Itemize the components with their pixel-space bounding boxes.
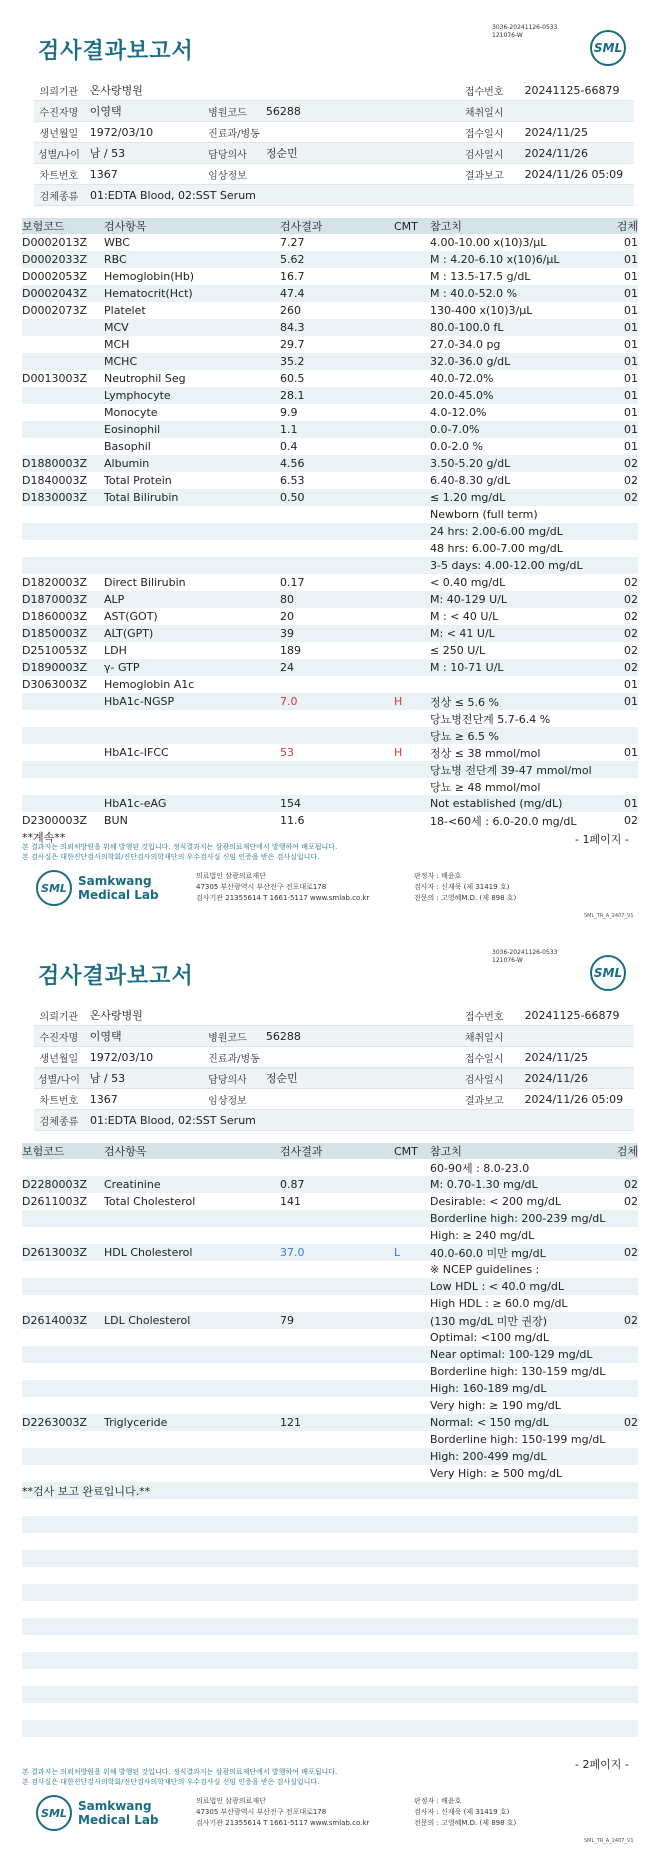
- table-row: [22, 1346, 638, 1363]
- table-row-empty: [22, 1533, 638, 1550]
- cell-item: Total Protein: [104, 474, 172, 487]
- cell-result: 121: [280, 1416, 301, 1429]
- cell-item: Triglyceride: [104, 1416, 168, 1429]
- cell-ref: 32.0-36.0 g/dL: [430, 355, 511, 368]
- dob-value: 1972/03/10: [89, 125, 154, 139]
- cell-ref: 6.40-8.30 g/dL: [430, 474, 511, 487]
- cell-ref: ≤ 250 U/L: [430, 644, 486, 657]
- cell-ref: 4.0-12.0%: [430, 406, 487, 419]
- cell-result: 1.1: [280, 423, 298, 436]
- cell-item: ALP: [104, 593, 125, 606]
- cell-ref: ≤ 1.20 mg/dL: [430, 491, 506, 504]
- patient-info-block: 의뢰기관 온사랑병원 접수번호 20241125-66879 수진자명 이영택 병원코드 56288 채취일시 생년월일 1972/03/10 진료과/병동 접수일시 2024/11/25 성별/나이 남 / 53 담당의사 정순민 검사일시 2024/11/26 차트번호 1367 임상정보 결과보고 2024/11/26 05:09 검체종류 01:EDTA Blood, 02:SST Serum: [34, 1005, 634, 1131]
- table-header: 보험코드 검사항목 검사결과 CMT 참고치 검체: [22, 219, 638, 233]
- cell-ref: Desirable: < 200 mg/dL: [430, 1195, 562, 1208]
- cell-result: 39: [280, 627, 294, 640]
- cell-item: Eosinophil: [104, 423, 161, 436]
- table-row: [22, 472, 638, 489]
- cell-item: RBC: [104, 253, 127, 266]
- table-row: [22, 489, 638, 506]
- cell-ref: 48 hrs: 6.00-7.00 mg/dL: [430, 542, 563, 555]
- table-row-empty: [22, 1737, 638, 1754]
- cell-item: MCH: [104, 338, 130, 351]
- cell-item: Total Bilirubin: [104, 491, 179, 504]
- table-row: [22, 812, 638, 829]
- cell-item: BUN: [104, 814, 128, 827]
- table-row: [22, 455, 638, 472]
- cell-result: 11.6: [280, 814, 305, 827]
- sml-logo-icon: SML: [590, 955, 626, 991]
- cell-result: 84.3: [280, 321, 305, 334]
- cell-item: ALT(GPT): [104, 627, 154, 640]
- cell-ref: Very high: ≥ 190 mg/dL: [430, 1399, 561, 1412]
- table-row: [22, 1312, 638, 1329]
- cell-cmt: H: [394, 695, 403, 708]
- cell-item: HbA1c-NGSP: [104, 695, 175, 708]
- table-row: [22, 1465, 638, 1482]
- cell-sp: 01: [624, 287, 638, 300]
- cell-ref: 27.0-34.0 pg: [430, 338, 501, 351]
- cell-ref: High: 200-499 mg/dL: [430, 1450, 547, 1463]
- doctor-value: 정순민: [265, 147, 298, 160]
- cell-sp: 01: [624, 236, 638, 249]
- table-row-empty: [22, 1618, 638, 1635]
- cell-ref: Borderline high: 130-159 mg/dL: [430, 1365, 606, 1378]
- cell-item: Basophil: [104, 440, 151, 453]
- cell-item: Hemoglobin A1c: [104, 678, 195, 691]
- table-row: [22, 353, 638, 370]
- table-row: [22, 1210, 638, 1227]
- table-row-empty: [22, 1669, 638, 1686]
- cell-result: 7.27: [280, 236, 305, 249]
- cell-result: 141: [280, 1195, 301, 1208]
- cell-code: D2263003Z: [22, 1416, 87, 1429]
- cell-cmt: L: [394, 1246, 401, 1259]
- table-row: [22, 1482, 638, 1499]
- hospital-code-value: 56288: [265, 104, 301, 118]
- table-row: [22, 1244, 638, 1261]
- cell-result: 24: [280, 661, 294, 674]
- table-row: [22, 574, 638, 591]
- cell-result: 80: [280, 593, 294, 606]
- table-row: [22, 506, 638, 523]
- report-page-2: [0, 925, 655, 1850]
- info-row-2: 수진자명 이영택 병원코드 56288 채취일시: [34, 101, 634, 122]
- table-row-empty: [22, 1686, 638, 1703]
- cell-result: 37.0: [280, 1246, 305, 1259]
- cell-sp: 02: [624, 1178, 638, 1191]
- table-row: [22, 336, 638, 353]
- cell-ref: Optimal: <100 mg/dL: [430, 1331, 549, 1344]
- cell-ref: M: < 41 U/L: [430, 627, 495, 640]
- cell-sp: 01: [624, 253, 638, 266]
- cell-sp: 01: [624, 695, 638, 708]
- cell-item: WBC: [104, 236, 130, 249]
- cell-ref: 3.50-5.20 g/dL: [430, 457, 511, 470]
- cell-result: 47.4: [280, 287, 305, 300]
- table-row: [22, 438, 638, 455]
- table-row: [22, 625, 638, 642]
- cell-ref: Near optimal: 100-129 mg/dL: [430, 1348, 593, 1361]
- cell-ref: 80.0-100.0 fL: [430, 321, 504, 334]
- table-row: [22, 744, 638, 761]
- table-header: 보험코드 검사항목 검사결과 CMT 참고치 검체: [22, 1144, 638, 1158]
- info-row-4: 성별/나이 남 / 53 담당의사 정순민 검사일시 2024/11/26: [34, 143, 634, 164]
- cell-ref: 60-90세 : 8.0-23.0: [430, 1161, 530, 1175]
- cell-result: 79: [280, 1314, 294, 1327]
- table-row: [22, 387, 638, 404]
- results-table-2: [22, 1143, 638, 1754]
- cell-sp: 02: [624, 474, 638, 487]
- cell-code: D1850003Z: [22, 627, 87, 640]
- sml-logo-icon: SML: [36, 870, 72, 906]
- table-row: [22, 761, 638, 778]
- table-row: [22, 693, 638, 710]
- table-row: [22, 676, 638, 693]
- cell-ref: M : 4.20-6.10 x(10)6/μL: [430, 253, 560, 266]
- cell-code: D1890003Z: [22, 661, 87, 674]
- cell-ref: M : 10-71 U/L: [430, 661, 504, 674]
- cell-ref: 18-<60세 : 6.0-20.0 mg/dL: [430, 814, 577, 828]
- lab-address: 의료법인 삼광의료재단 47305 부산광역시 부산진구 전포대로178 검사기관 21355614 T 1661-5117 www.smlab.co.kr: [196, 1797, 370, 1827]
- cell-code: D2280003Z: [22, 1178, 87, 1191]
- cell-sp: 01: [624, 389, 638, 402]
- table-row-empty: [22, 1550, 638, 1567]
- cell-sp: 01: [624, 797, 638, 810]
- cell-ref: 24 hrs: 2.00-6.00 mg/dL: [430, 525, 563, 538]
- table-row: [22, 1295, 638, 1312]
- cell-result: 29.7: [280, 338, 305, 351]
- cell-result: 60.5: [280, 372, 305, 385]
- table-row: [22, 659, 638, 676]
- table-row-empty: [22, 1635, 638, 1652]
- cell-item: Platelet: [104, 304, 146, 317]
- cell-ref: (130 mg/dL 미만 권장): [430, 1314, 548, 1328]
- cell-ref: M : < 40 U/L: [430, 610, 499, 623]
- cell-code: D2510053Z: [22, 644, 87, 657]
- table-row: [22, 710, 638, 727]
- table-row: [22, 1261, 638, 1278]
- cell-item: Total Cholesterol: [104, 1195, 196, 1208]
- document-code: 3036-20241126-0533 121076-W: [492, 949, 558, 964]
- cell-item: Monocyte: [104, 406, 158, 419]
- cell-item: AST(GOT): [104, 610, 158, 623]
- cell-sp: 02: [624, 627, 638, 640]
- continued-label: **계속**: [22, 831, 66, 844]
- table-row: [22, 608, 638, 625]
- table-row: [22, 1414, 638, 1431]
- table-row: [22, 404, 638, 421]
- cell-result: 0.4: [280, 440, 298, 453]
- cell-ref: Low HDL : < 40.0 mg/dL: [430, 1280, 564, 1293]
- lab-address: 의료법인 삼광의료재단 47305 부산광역시 부산진구 전포대로178 검사기관 21355614 T 1661-5117 www.smlab.co.kr: [196, 872, 370, 902]
- cell-sp: 02: [624, 491, 638, 504]
- cell-sp: 02: [624, 1314, 638, 1327]
- cell-ref: M: 0.70-1.30 mg/dL: [430, 1178, 538, 1191]
- sex-age-value: 남 / 53: [89, 147, 126, 160]
- cell-ref: Newborn (full term): [430, 508, 538, 521]
- cell-sp: 01: [624, 406, 638, 419]
- cell-code: D1830003Z: [22, 491, 87, 504]
- cell-sp: 01: [624, 355, 638, 368]
- cell-ref: M : 13.5-17.5 g/dL: [430, 270, 531, 283]
- cell-result: 28.1: [280, 389, 305, 402]
- cell-ref: 당뇨 ≥ 48 mmol/mol: [430, 780, 541, 794]
- table-row: [22, 1448, 638, 1465]
- page-number: - 1페이지 -: [575, 833, 629, 846]
- cell-code: D1840003Z: [22, 474, 87, 487]
- cell-ref: 40.0-72.0%: [430, 372, 494, 385]
- cell-item: Neutrophil Seg: [104, 372, 186, 385]
- institution-value: 온사랑병원: [89, 84, 143, 97]
- cell-ref: 당뇨병 전단계 39-47 mmol/mol: [430, 763, 592, 777]
- cell-item: Direct Bilirubin: [104, 576, 186, 589]
- cell-ref: < 0.40 mg/dL: [430, 576, 506, 589]
- cell-ref: 20.0-45.0%: [430, 389, 494, 402]
- cell-sp: 01: [624, 440, 638, 453]
- cell-result: 35.2: [280, 355, 305, 368]
- table-row: [22, 1227, 638, 1244]
- cell-code: D0002053Z: [22, 270, 87, 283]
- cell-sp: 02: [624, 1246, 638, 1259]
- table-row: [22, 1380, 638, 1397]
- chart-no-value: 1367: [89, 167, 118, 181]
- cell-sp: 02: [624, 457, 638, 470]
- cell-ref: High: ≥ 240 mg/dL: [430, 1229, 535, 1242]
- cell-ref: 정상 ≤ 5.6 %: [430, 695, 499, 709]
- cell-item: MCHC: [104, 355, 138, 368]
- cell-result: 189: [280, 644, 301, 657]
- cell-code: D0002043Z: [22, 287, 87, 300]
- cell-sp: 01: [624, 746, 638, 759]
- cell-ref: M : 40.0-52.0 %: [430, 287, 518, 300]
- cell-code: D0002033Z: [22, 253, 87, 266]
- document-code: 3036-20241126-0533 121076-W: [492, 24, 558, 39]
- table-row-empty: [22, 1499, 638, 1516]
- cell-code: D2613003Z: [22, 1246, 87, 1259]
- table-row: [22, 591, 638, 608]
- cell-result: 0.50: [280, 491, 305, 504]
- cell-ref: 당뇨 ≥ 6.5 %: [430, 729, 499, 743]
- table-row: [22, 557, 638, 574]
- cell-result: 4.56: [280, 457, 305, 470]
- cell-ref: Borderline high: 200-239 mg/dL: [430, 1212, 606, 1225]
- footer-note: 본 결과지는 의뢰처방원을 위해 발행된 것입니다. 정식결과지는 삼광의료재단에서 발행하여 배포됩니다. 본 검사실은 대한진단검사의학회/진단검사의학재단의 우수검사실 신임 인증을 받은 검사실입니다.: [22, 843, 338, 861]
- table-row: [22, 421, 638, 438]
- cell-item: Lymphocyte: [104, 389, 171, 402]
- table-row: [22, 1431, 638, 1448]
- cell-ref: M: 40-129 U/L: [430, 593, 508, 606]
- cell-sp: 01: [624, 321, 638, 334]
- report-title: 검사결과보고서: [38, 964, 194, 989]
- cell-sp: 02: [624, 1416, 638, 1429]
- cell-sp: 01: [624, 304, 638, 317]
- report-date-value: 2024/11/26 05:09: [524, 167, 624, 181]
- cell-ref: 4.00-10.00 x(10)3/μL: [430, 236, 547, 249]
- cell-code: D1880003Z: [22, 457, 87, 470]
- receipt-no-value: 20241125-66879: [524, 83, 620, 97]
- table-row: [22, 268, 638, 285]
- cell-ref: 정상 ≤ 38 mmol/mol: [430, 746, 541, 760]
- cell-code: D1820003Z: [22, 576, 87, 589]
- cell-code: **검사 보고 완료입니다.**: [22, 1484, 151, 1498]
- specimen-value: 01:EDTA Blood, 02:SST Serum: [90, 188, 256, 202]
- cell-item: Albumin: [104, 457, 150, 470]
- report-title: 검사결과보고서: [38, 39, 194, 64]
- table-row: [22, 370, 638, 387]
- cell-result: 0.17: [280, 576, 305, 589]
- table-row: [22, 778, 638, 795]
- cell-item: Hemoglobin(Hb): [104, 270, 195, 283]
- cell-code: D3063003Z: [22, 678, 87, 691]
- results-table-1: [22, 218, 638, 829]
- cell-result: 0.87: [280, 1178, 305, 1191]
- cell-ref: 3-5 days: 4.00-12.00 mg/dL: [430, 559, 583, 572]
- patient-info-block: [34, 80, 634, 206]
- table-row: [22, 727, 638, 744]
- cell-result: 16.7: [280, 270, 305, 283]
- cell-result: 20: [280, 610, 294, 623]
- cell-ref: ※ NCEP guidelines :: [430, 1263, 540, 1276]
- cell-sp: 02: [624, 661, 638, 674]
- cell-ref: High: 160-189 mg/dL: [430, 1382, 547, 1395]
- cell-item: HDL Cholesterol: [104, 1246, 193, 1259]
- cell-sp: 02: [624, 1195, 638, 1208]
- table-row: [22, 234, 638, 251]
- table-row-empty: [22, 1703, 638, 1720]
- table-row: [22, 285, 638, 302]
- table-body: [22, 1159, 638, 1754]
- cell-result: 7.0: [280, 695, 298, 708]
- cell-ref: Borderline high: 150-199 mg/dL: [430, 1433, 606, 1446]
- cell-code: D1860003Z: [22, 610, 87, 623]
- cell-sp: 02: [624, 576, 638, 589]
- table-row: [22, 642, 638, 659]
- table-row: [22, 1193, 638, 1210]
- table-row: [22, 1397, 638, 1414]
- cell-code: D1870003Z: [22, 593, 87, 606]
- cell-result: 260: [280, 304, 301, 317]
- cell-cmt: H: [394, 746, 403, 759]
- sml-logo-icon: SML: [36, 1795, 72, 1831]
- table-row: [22, 1329, 638, 1346]
- cell-item: Hematocrit(Hct): [104, 287, 193, 300]
- cell-sp: 01: [624, 423, 638, 436]
- cell-item: LDH: [104, 644, 127, 657]
- cell-ref: Not established (mg/dL): [430, 797, 563, 810]
- table-row-empty: [22, 1601, 638, 1618]
- cell-sp: 02: [624, 610, 638, 623]
- exam-date-value: 2024/11/26: [524, 146, 588, 160]
- table-row: [22, 319, 638, 336]
- table-row: [22, 1278, 638, 1295]
- cell-result: 53: [280, 746, 294, 759]
- info-row-6: 검체종류 01:EDTA Blood, 02:SST Serum: [34, 185, 634, 206]
- cell-ref: Normal: < 150 mg/dL: [430, 1416, 549, 1429]
- cell-code: D0002073Z: [22, 304, 87, 317]
- cell-sp: 01: [624, 678, 638, 691]
- cell-code: D2611003Z: [22, 1195, 87, 1208]
- cell-item: LDL Cholesterol: [104, 1314, 191, 1327]
- cell-sp: 01: [624, 338, 638, 351]
- signatures: 판정자 : 배윤호 검사자 : 신재욱 (제 31419 호) 전문의 : 고영혜M.D. (제 898 호): [414, 1797, 517, 1827]
- cell-item: MCV: [104, 321, 129, 334]
- cell-result: 9.9: [280, 406, 298, 419]
- lab-logo: SML Samkwang Medical Lab: [36, 868, 166, 908]
- table-row: [22, 523, 638, 540]
- table-row: [22, 251, 638, 268]
- patient-name-value: 이영택: [89, 105, 122, 118]
- cell-ref: High HDL : ≥ 60.0 mg/dL: [430, 1297, 568, 1310]
- cell-ref: 당뇨병전단계 5.7-6.4 %: [430, 712, 551, 726]
- table-row: [22, 795, 638, 812]
- info-row-5: 차트번호 1367 임상정보 결과보고 2024/11/26 05:09: [34, 164, 634, 185]
- table-row-empty: [22, 1652, 638, 1669]
- table-body: [22, 234, 638, 829]
- table-row: [22, 302, 638, 319]
- version-code: SML_TR_A_2407_V1: [584, 913, 634, 919]
- cell-ref: 0.0-7.0%: [430, 423, 480, 436]
- cell-sp: 01: [624, 372, 638, 385]
- cell-sp: 02: [624, 593, 638, 606]
- cell-sp: 01: [624, 270, 638, 283]
- page-number: - 2페이지 -: [575, 1758, 629, 1771]
- cell-item: γ- GTP: [104, 661, 140, 674]
- footer-note: 본 결과지는 의뢰처방원을 위해 발행된 것입니다. 정식결과지는 삼광의료재단에서 발행하여 배포됩니다. 본 검사실은 대한진단검사의학회/진단검사의학재단의 우수검사실 신임 인증을 받은 검사실입니다.: [22, 1768, 338, 1786]
- cell-sp: 02: [624, 644, 638, 657]
- cell-item: HbA1c-eAG: [104, 797, 167, 810]
- signatures: 판정자 : 배윤호 검사자 : 신재욱 (제 31419 호) 전문의 : 고영혜M.D. (제 898 호): [414, 872, 517, 902]
- table-row-empty: [22, 1584, 638, 1601]
- table-row-empty: [22, 1567, 638, 1584]
- table-row-empty: [22, 1516, 638, 1533]
- info-row-1: 의뢰기관 온사랑병원 접수번호 20241125-66879: [34, 80, 634, 101]
- cell-ref: 0.0-2.0 %: [430, 440, 483, 453]
- receipt-date-value: 2024/11/25: [524, 125, 588, 139]
- table-row: [22, 1159, 638, 1176]
- cell-code: D2300003Z: [22, 814, 87, 827]
- table-row: [22, 540, 638, 557]
- info-row-3: 생년월일 1972/03/10 진료과/병동 접수일시 2024/11/25: [34, 122, 634, 143]
- cell-ref: 40.0-60.0 미만 mg/dL: [430, 1246, 546, 1260]
- version-code: SML_TR_A_2407_V1: [584, 1838, 634, 1844]
- table-row-empty: [22, 1720, 638, 1737]
- cell-item: HbA1c-IFCC: [104, 746, 169, 759]
- table-row: [22, 1363, 638, 1380]
- table-row: [22, 1176, 638, 1193]
- cell-ref: Very High: ≥ 500 mg/dL: [430, 1467, 563, 1480]
- cell-sp: 02: [624, 814, 638, 827]
- lab-logo: SML Samkwang Medical Lab: [36, 1793, 166, 1833]
- cell-code: D2614003Z: [22, 1314, 87, 1327]
- cell-ref: 130-400 x(10)3/μL: [430, 304, 533, 317]
- cell-result: 154: [280, 797, 301, 810]
- sml-logo-icon: SML: [590, 30, 626, 66]
- cell-item: Creatinine: [104, 1178, 161, 1191]
- cell-result: 6.53: [280, 474, 305, 487]
- cell-result: 5.62: [280, 253, 305, 266]
- cell-code: D0013003Z: [22, 372, 87, 385]
- cell-code: D0002013Z: [22, 236, 87, 249]
